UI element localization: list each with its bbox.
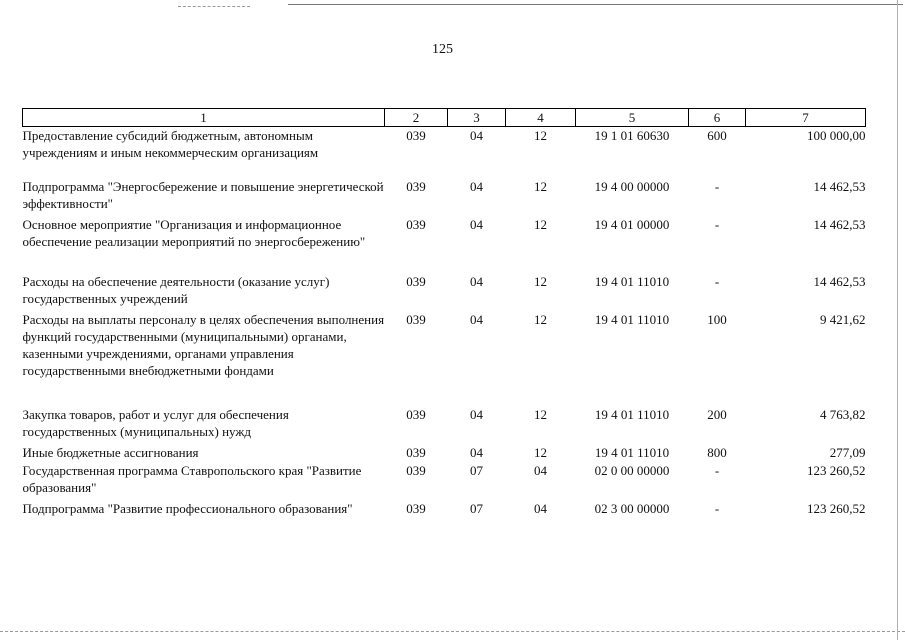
table-header-row bbox=[23, 109, 866, 127]
code-subsection: 12 bbox=[534, 128, 547, 143]
code-subsection: 12 bbox=[534, 406, 547, 422]
amount: 277,09 bbox=[829, 444, 866, 460]
code-subsection: 12 bbox=[534, 273, 547, 289]
budget-table bbox=[22, 108, 866, 538]
code-expense-type: - bbox=[714, 273, 720, 289]
code-ministry: 039 bbox=[406, 462, 426, 478]
column-header-7: 7 bbox=[746, 109, 866, 127]
column-header-1: 1 bbox=[23, 109, 385, 127]
code-expense-type: - bbox=[714, 178, 720, 194]
amount: 9 421,62 bbox=[820, 311, 866, 327]
code-subsection: 12 bbox=[534, 311, 547, 327]
code-ministry: 039 bbox=[406, 311, 426, 327]
code-target: 19 4 01 11010 bbox=[594, 406, 670, 422]
code-section: 04 bbox=[470, 406, 483, 422]
page-number: 125 bbox=[432, 42, 453, 57]
row-name: Подпрограмма "Энергосбережение и повышение энергетической эффективности" bbox=[22, 178, 384, 211]
code-target: 19 4 01 11010 bbox=[594, 311, 670, 327]
row-name: Подпрограмма "Развитие профессионального образования" bbox=[22, 500, 353, 516]
code-target: 19 1 01 60630 bbox=[594, 128, 670, 143]
code-expense-type: - bbox=[714, 216, 720, 232]
code-expense-type: 600 bbox=[707, 128, 727, 143]
code-target: 19 4 01 11010 bbox=[594, 273, 670, 289]
row-name: Основное мероприятие "Организация и информационное обеспечение реализации мероприятий по энергосбережению" bbox=[22, 216, 366, 249]
table-row bbox=[23, 444, 866, 462]
row-name: Предоставление субсидий бюджетным, автономным учреждениям и иным некоммерческим организациям bbox=[22, 128, 319, 160]
code-expense-type: 800 bbox=[707, 444, 727, 460]
code-section: 04 bbox=[470, 216, 483, 232]
code-target: 19 4 01 00000 bbox=[594, 216, 670, 232]
row-name: Иные бюджетные ассигнования bbox=[22, 444, 199, 460]
code-section: 04 bbox=[470, 444, 483, 460]
column-header-4: 4 bbox=[506, 109, 576, 127]
row-name: Расходы на обеспечение деятельности (оказание услуг) государственных учреждений bbox=[22, 273, 330, 306]
amount: 14 462,53 bbox=[813, 178, 866, 194]
column-header-5: 5 bbox=[576, 109, 689, 127]
amount: 100 000,00 bbox=[807, 128, 866, 143]
code-section: 04 bbox=[470, 273, 483, 289]
table-row bbox=[23, 216, 866, 273]
row-name: Расходы на выплаты персоналу в целях обеспечения выполнения функций государственными (муниципальными) органами, казенными учреждениями, органами управления государственными внебюджетными фондами bbox=[22, 311, 385, 378]
code-ministry: 039 bbox=[406, 500, 426, 516]
code-subsection: 12 bbox=[534, 178, 547, 194]
table-row bbox=[23, 311, 866, 406]
amount: 123 260,52 bbox=[807, 500, 866, 516]
code-ministry: 039 bbox=[406, 178, 426, 194]
code-target: 02 0 00 00000 bbox=[594, 462, 670, 478]
amount: 14 462,53 bbox=[813, 216, 866, 232]
amount: 14 462,53 bbox=[813, 273, 866, 289]
code-expense-type: 200 bbox=[707, 406, 727, 422]
code-expense-type: - bbox=[714, 500, 720, 516]
code-section: 07 bbox=[470, 462, 483, 478]
scan-border-bottom bbox=[0, 631, 905, 632]
code-subsection: 04 bbox=[534, 462, 547, 478]
row-name: Государственная программа Ставропольского края "Развитие образования" bbox=[22, 462, 362, 495]
code-section: 07 bbox=[470, 500, 483, 516]
code-expense-type: - bbox=[714, 462, 720, 478]
code-target: 19 4 01 11010 bbox=[594, 444, 670, 460]
column-header-2: 2 bbox=[385, 109, 448, 127]
code-subsection: 12 bbox=[534, 444, 547, 460]
code-ministry: 039 bbox=[406, 406, 426, 422]
table-row bbox=[23, 406, 866, 444]
table-row bbox=[23, 178, 866, 216]
table-row bbox=[23, 273, 866, 311]
code-section: 04 bbox=[470, 311, 483, 327]
table-row bbox=[23, 462, 866, 500]
table-row bbox=[23, 500, 866, 538]
row-name: Закупка товаров, работ и услуг для обеспечения государственных (муниципальных) нужд bbox=[22, 406, 289, 439]
amount: 4 763,82 bbox=[820, 406, 866, 422]
code-ministry: 039 bbox=[406, 128, 426, 143]
amount: 123 260,52 bbox=[807, 462, 866, 478]
scan-border-top bbox=[288, 4, 903, 5]
code-ministry: 039 bbox=[406, 216, 426, 232]
code-expense-type: 100 bbox=[707, 311, 727, 327]
code-ministry: 039 bbox=[406, 444, 426, 460]
code-ministry: 039 bbox=[406, 273, 426, 289]
column-header-6: 6 bbox=[689, 109, 746, 127]
column-header-3: 3 bbox=[448, 109, 506, 127]
scan-border-right bbox=[897, 0, 898, 640]
table-row bbox=[23, 127, 866, 178]
code-subsection: 12 bbox=[534, 216, 547, 232]
code-target: 19 4 00 00000 bbox=[594, 178, 670, 194]
code-target: 02 3 00 00000 bbox=[594, 500, 670, 516]
code-subsection: 04 bbox=[534, 500, 547, 516]
code-section: 04 bbox=[470, 128, 483, 143]
code-section: 04 bbox=[470, 178, 483, 194]
scan-border-top bbox=[178, 6, 250, 7]
